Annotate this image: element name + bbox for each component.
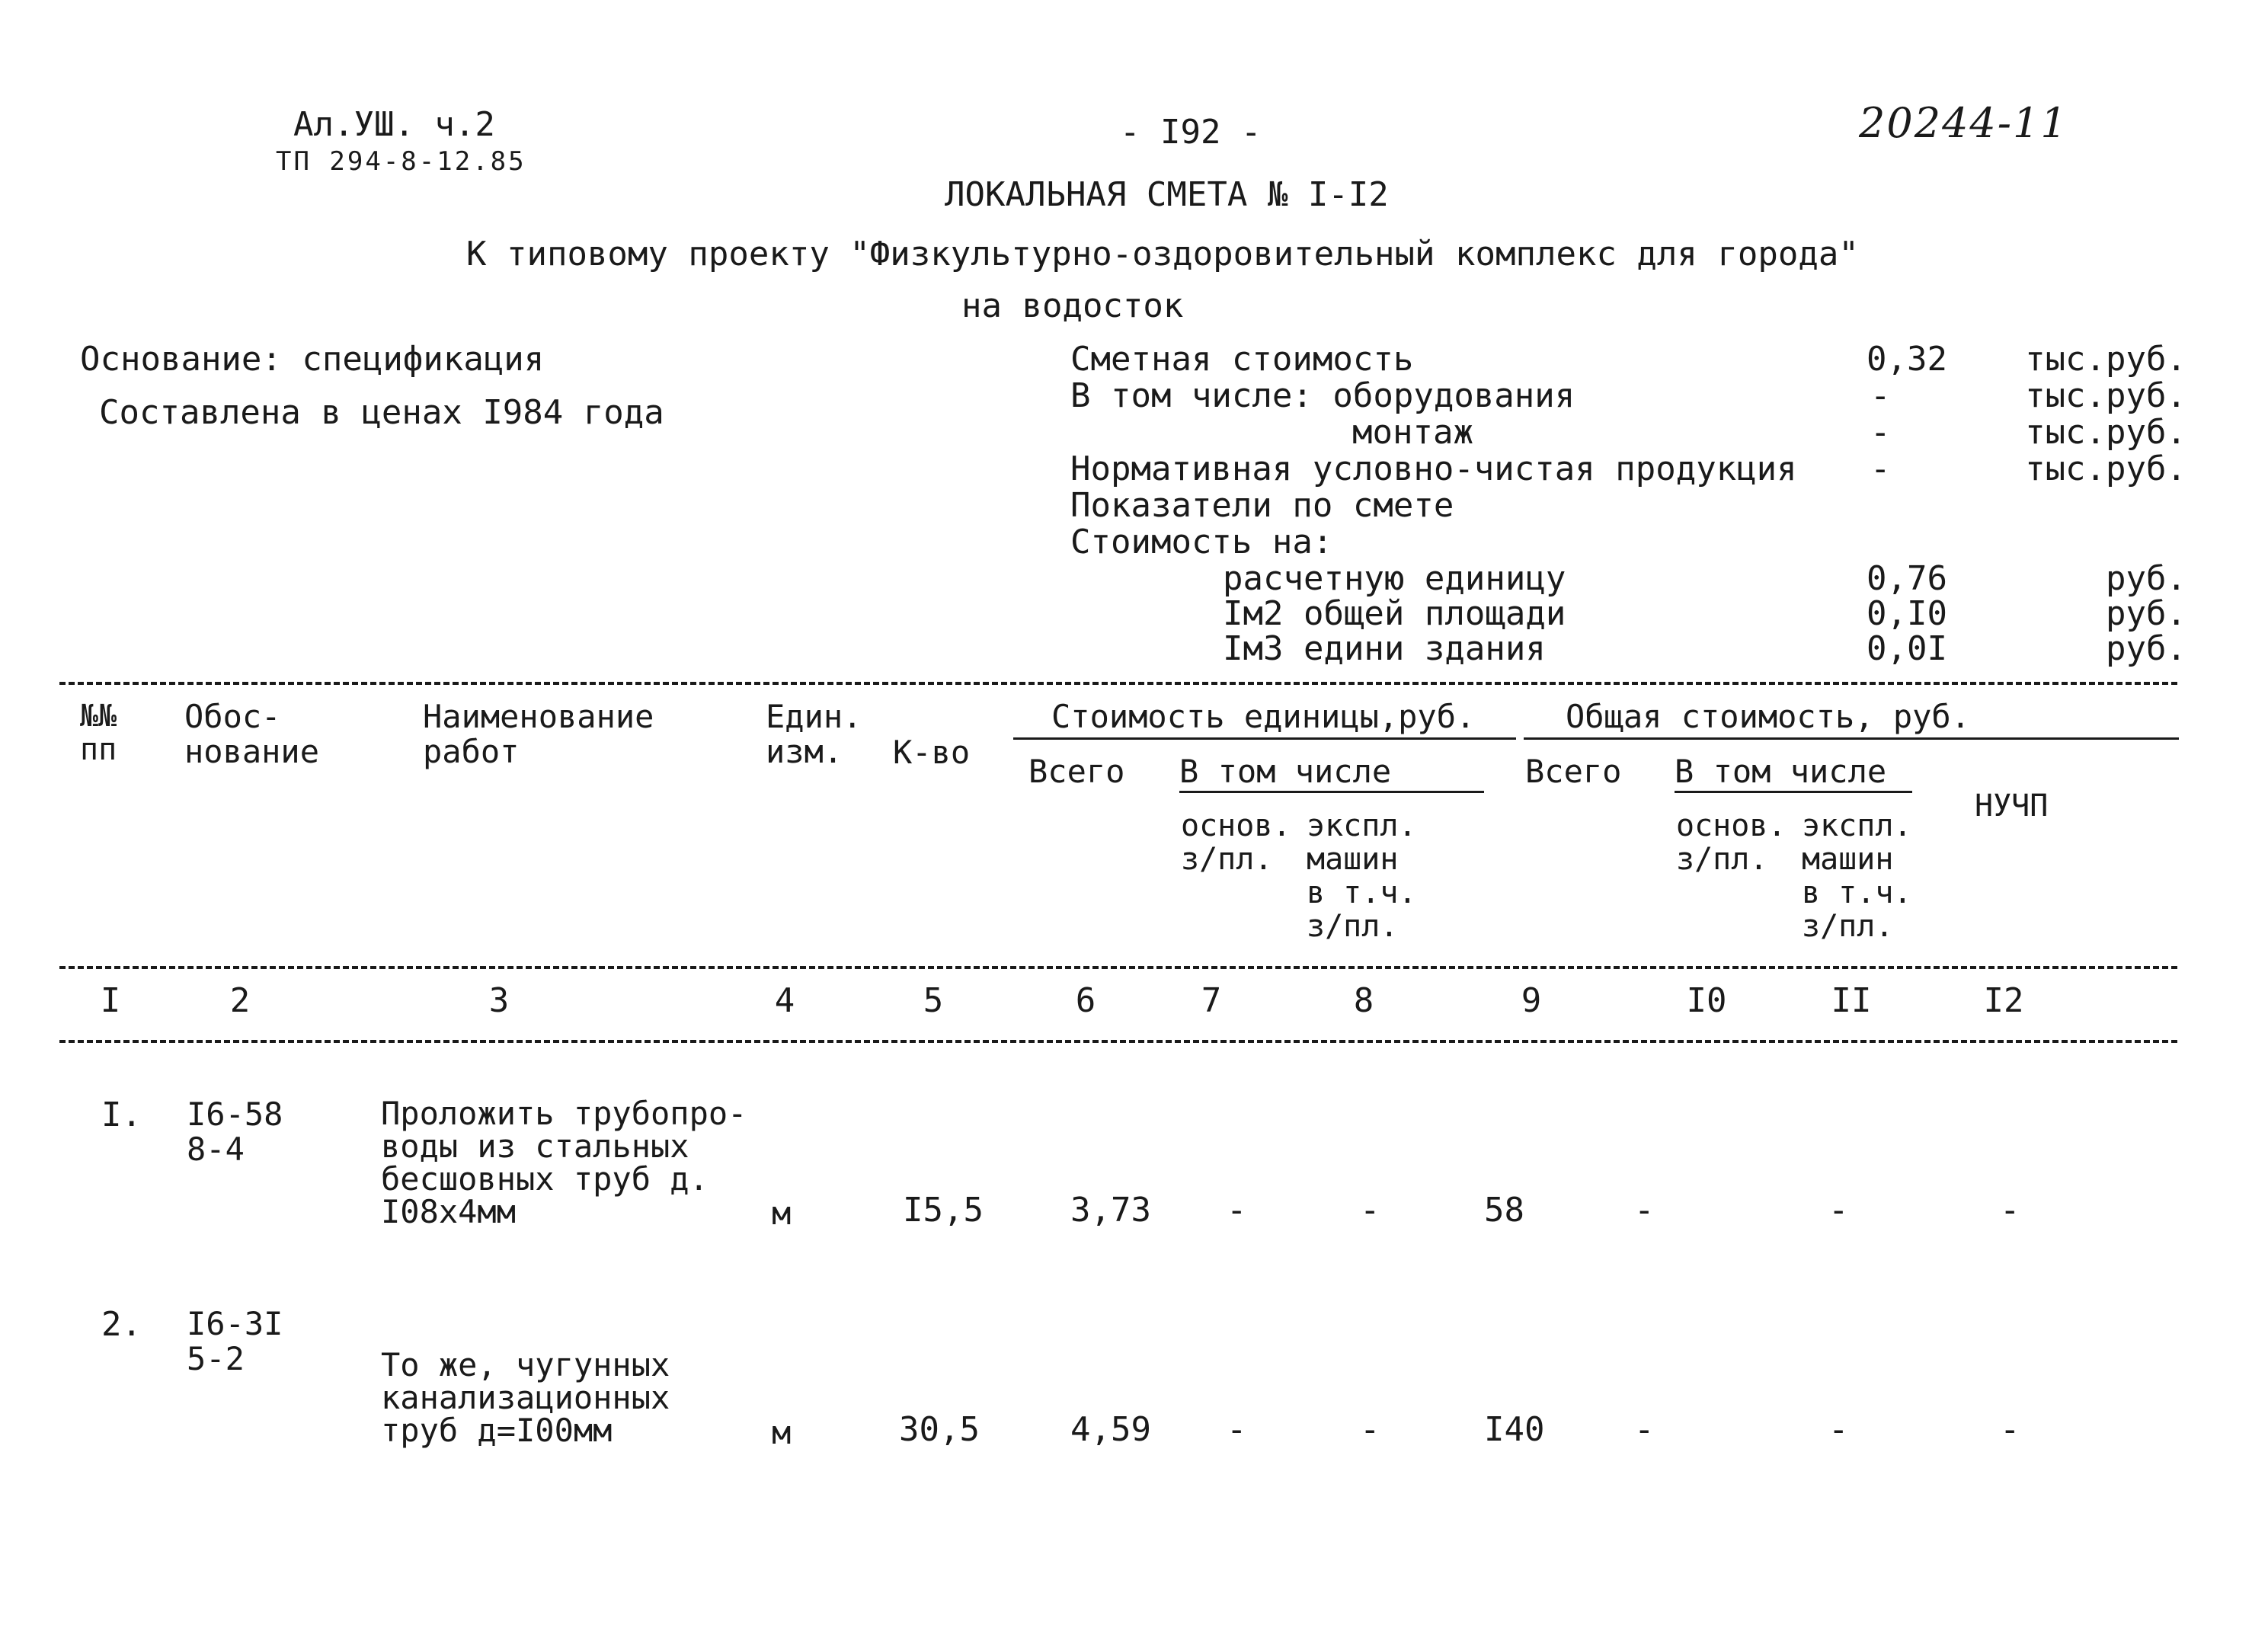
summary-label: расчетную единицу (1223, 559, 1566, 598)
row-nuchp: - (2000, 1191, 2020, 1230)
summary-label: Iм2 общей площади (1223, 594, 1566, 633)
header-total: Всего (1525, 753, 1622, 790)
row-unit-total: 4,59 (1070, 1410, 1151, 1449)
header-unit-incl: В том числе (1179, 753, 1392, 790)
column-number: 6 (1075, 981, 1096, 1020)
project-code-stamp: ТП 294-8-12.85 (276, 146, 526, 177)
row-total: 58 (1484, 1191, 1524, 1230)
summary-value: 0,0I (1867, 629, 1947, 668)
summary-label: Нормативная условно-чистая продукция (1070, 449, 1797, 488)
summary-unit: руб. (2106, 594, 2186, 633)
row-unit-wage: - (1227, 1191, 1247, 1230)
summary-label: В том числе: оборудования (1070, 376, 1575, 415)
page-number: - I92 - (1120, 113, 1262, 152)
column-number: 4 (774, 981, 795, 1020)
header-unit-total: Всего (1028, 753, 1125, 790)
header-bottom-rule (59, 966, 2177, 969)
row-name: То же, чугунных канализационных труб д=I00мм (381, 1346, 670, 1449)
row-total-wage: - (1634, 1410, 1655, 1449)
column-number: 2 (229, 981, 251, 1020)
handwritten-number: 20244-11 (1859, 99, 2068, 147)
row-unit-machine: - (1360, 1410, 1380, 1449)
summary-label: Показатели по смете (1070, 486, 1454, 525)
summary-label: Стоимость на: (1070, 523, 1333, 561)
header-qty: К-во (893, 734, 971, 771)
row-name: Проложить трубопро- воды из стальных бесшовных труб д. I08х4мм (381, 1095, 747, 1230)
summary-unit: тыс.руб. (2025, 449, 2186, 488)
row-total-machine: - (1828, 1410, 1849, 1449)
summary-value: - (1870, 376, 1891, 415)
header-unit-cost-group: Стоимость единицы,руб. (1051, 698, 1476, 735)
unit-incl-underline (1179, 791, 1484, 793)
summary-value: 0,76 (1867, 559, 1947, 598)
row-unit: м (772, 1195, 792, 1232)
column-number: I (100, 981, 121, 1020)
header-name: Наименование работ (423, 698, 654, 770)
row-num: 2. (101, 1305, 142, 1344)
column-number: 3 (488, 981, 510, 1020)
basis-text: Основание: спецификация (80, 340, 545, 379)
summary-unit: тыс.руб. (2025, 340, 2186, 379)
row-total-machine: - (1828, 1191, 1849, 1230)
total-cost-underline (1524, 737, 2179, 740)
summary-label: Сметная стоимость (1070, 340, 1414, 379)
header-total-cost-group: Общая стоимость, руб. (1566, 698, 1971, 735)
summary-unit: тыс.руб. (2025, 413, 2186, 452)
row-qty: I5,5 (903, 1191, 984, 1230)
summary-value: 0,I0 (1867, 594, 1947, 633)
row-code: I6-58 8-4 (187, 1095, 283, 1168)
object-title: на водосток (961, 286, 1184, 325)
column-numbers-rule (59, 1040, 2177, 1043)
album-reference: Ал.УШ. ч.2 (293, 105, 495, 144)
header-num: №№ пп (80, 699, 117, 767)
row-unit: м (772, 1414, 792, 1451)
row-nuchp: - (2000, 1410, 2020, 1449)
column-number: 7 (1201, 981, 1222, 1020)
total-incl-underline (1675, 791, 1912, 793)
header-total-machine: экспл. машин в т.ч. з/пл. (1802, 808, 1912, 944)
summary-unit: тыс.руб. (2025, 376, 2186, 415)
header-code: Обос- нование (184, 698, 320, 770)
unit-cost-underline (1013, 737, 1516, 740)
summary-value: - (1870, 413, 1891, 452)
column-number: 8 (1353, 981, 1374, 1020)
row-code: I6-3I 5-2 (187, 1305, 283, 1377)
row-unit-machine: - (1360, 1191, 1380, 1230)
header-unit: Един. изм. (766, 698, 862, 770)
header-total-wage: основ. з/пл. (1676, 808, 1787, 877)
summary-value: 0,32 (1867, 340, 1947, 379)
column-number: 9 (1521, 981, 1542, 1020)
row-total: I40 (1484, 1410, 1545, 1449)
row-total-wage: - (1634, 1191, 1655, 1230)
summary-unit: руб. (2106, 559, 2186, 598)
header-unit-wage: основ. з/пл. (1181, 808, 1291, 877)
header-nuchp: НУЧП (1975, 788, 2049, 824)
row-num: I. (101, 1095, 142, 1134)
summary-label: Iм3 едини здания (1223, 629, 1546, 668)
column-number: II (1831, 981, 1872, 1020)
price-level-text: Составлена в ценах I984 года (99, 393, 664, 432)
header-total-incl: В том числе (1675, 753, 1887, 790)
row-unit-total: 3,73 (1070, 1191, 1151, 1230)
row-qty: 30,5 (899, 1410, 980, 1449)
header-unit-machine: экспл. машин в т.ч. з/пл. (1307, 808, 1417, 944)
table-top-rule (59, 682, 2177, 685)
column-number: I2 (1983, 981, 2024, 1020)
document-title: ЛОКАЛЬНАЯ СМЕТА № I-I2 (945, 175, 1389, 214)
summary-unit: руб. (2106, 629, 2186, 668)
column-number: 5 (923, 981, 944, 1020)
row-unit-wage: - (1227, 1410, 1247, 1449)
summary-value: - (1870, 449, 1891, 488)
column-number: I0 (1686, 981, 1727, 1020)
summary-label: монтаж (1352, 413, 1473, 452)
project-title: К типовому проекту "Физкультурно-оздоровительный комплекс для города" (466, 235, 1859, 273)
